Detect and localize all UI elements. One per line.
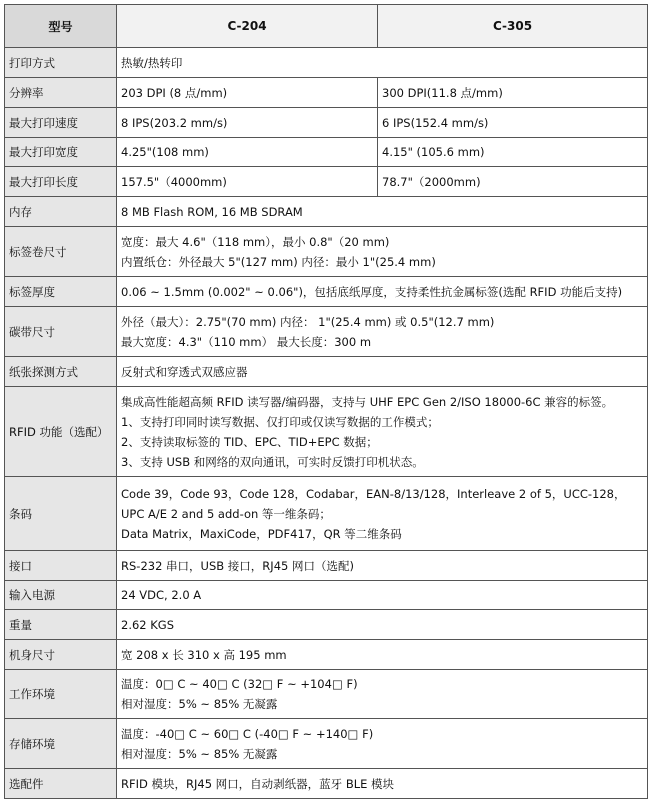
value-line: 宽 208 x 长 310 x 高 195 mm [121, 647, 287, 662]
value-line: 0.06 ~ 1.5mm (0.002" ~ 0.06")，包括底纸厚度，支持柔性抗金属标签(选配 RFID 功能后支持) [121, 284, 623, 299]
row-label: 工作环境 [5, 670, 117, 719]
table-row [5, 307, 648, 357]
row-value [117, 357, 648, 387]
table-row [5, 719, 648, 769]
row-label: 接口 [5, 551, 117, 581]
value-c305: 6 IPS(152.4 mm/s) [378, 108, 648, 138]
value-line: Code 39，Code 93，Code 128，Codabar，EAN-8/13/128，Interleave 2 of 5，UCC-128， [121, 486, 626, 501]
value-line: 反射式和穿透式双感应器 [121, 364, 248, 379]
row-label: 纸张探测方式 [5, 357, 117, 387]
value-line: 相对湿度：5% ~ 85% 无凝露 [121, 746, 278, 761]
value-c305: 4.15" (105.6 mm) [378, 138, 648, 167]
row-value [117, 719, 648, 769]
value-c204: 4.25"(108 mm) [117, 138, 378, 167]
value-c305: 300 DPI(11.8 点/mm) [378, 78, 648, 108]
table-row [5, 610, 648, 640]
value-line: 8 MB Flash ROM, 16 MB SDRAM [121, 204, 303, 219]
value-line: 内置纸仓：外径最大 5"(127 mm) 内径：最小 1"(25.4 mm) [121, 254, 436, 269]
row-value [117, 48, 648, 78]
row-label: 标签卷尺寸 [5, 227, 117, 277]
row-value [117, 769, 648, 799]
row-label: 存储环境 [5, 719, 117, 769]
header-model: C-204 [117, 5, 378, 48]
value-line: RFID 模块，RJ45 网口，自动剥纸器，蓝牙 BLE 模块 [121, 776, 395, 791]
table-row [5, 670, 648, 719]
row-label: 碳带尺寸 [5, 307, 117, 357]
value-line: 最大宽度：4.3"（110 mm） 最大长度：300 m [121, 334, 372, 349]
table-row [5, 48, 648, 78]
row-value [117, 277, 648, 307]
value-c204: 8 IPS(203.2 mm/s) [117, 108, 378, 138]
value-line: 24 VDC, 2.0 A [121, 588, 202, 602]
value-line: 相对湿度：5% ~ 85% 无凝露 [121, 697, 278, 711]
value-line: 3、支持 USB 和网络的双向通讯，可实时反馈打印机状态。 [121, 454, 424, 469]
header-row [5, 5, 648, 48]
table-row [5, 138, 648, 167]
table-row [5, 551, 648, 581]
row-label: 标签厚度 [5, 277, 117, 307]
table-row [5, 167, 648, 197]
value-line: Data Matrix，MaxiCode，PDF417，QR 等二维条码 [121, 526, 402, 541]
row-value [117, 307, 648, 357]
value-line: 2、支持读取标签的 TID、EPC、TID+EPC 数据； [121, 434, 378, 449]
value-line: 1、支持打印同时读写数据、仅打印或仅读写数据的工作模式； [121, 414, 439, 429]
value-line: 2.62 KGS [121, 617, 175, 632]
row-value [117, 581, 648, 610]
header-label: 型号 [5, 5, 117, 48]
row-value [117, 387, 648, 477]
row-label: 条码 [5, 477, 117, 551]
table-row [5, 640, 648, 670]
row-value [117, 670, 648, 719]
row-value [117, 551, 648, 581]
row-label: 最大打印速度 [5, 108, 117, 138]
table-row [5, 477, 648, 551]
row-label: 选配件 [5, 769, 117, 799]
value-line: 宽度：最大 4.6"（118 mm），最小 0.8"（20 mm) [121, 234, 390, 249]
row-label: 打印方式 [5, 48, 117, 78]
row-value [117, 610, 648, 640]
table-row [5, 78, 648, 108]
table-row [5, 357, 648, 387]
value-line: UPC A/E 2 and 5 add-on 等一维条码； [121, 506, 331, 521]
table-row [5, 227, 648, 277]
value-line: 温度：-40□ C ~ 60□ C (-40□ F ~ +140□ F) [121, 726, 374, 741]
row-value [117, 640, 648, 670]
row-value [117, 197, 648, 227]
table-row [5, 387, 648, 477]
table-row [5, 108, 648, 138]
spec-table [4, 4, 648, 799]
row-label: 分辨率 [5, 78, 117, 108]
value-line: 热敏/热转印 [121, 55, 183, 70]
value-c204: 157.5"（4000mm) [117, 167, 378, 197]
table-row [5, 277, 648, 307]
row-label: RFID 功能（选配） [5, 387, 117, 477]
row-label: 重量 [5, 610, 117, 640]
row-label: 最大打印宽度 [5, 138, 117, 167]
value-line: 温度：0□ C ~ 40□ C (32□ F ~ +104□ F) [121, 677, 358, 691]
value-c204: 203 DPI (8 点/mm) [117, 78, 378, 108]
table-row [5, 581, 648, 610]
header-model: C-305 [378, 5, 648, 48]
value-line: RS-232 串口，USB 接口，RJ45 网口（选配) [121, 558, 354, 573]
table-row [5, 769, 648, 799]
table-row [5, 197, 648, 227]
row-label: 输入电源 [5, 581, 117, 610]
row-label: 最大打印长度 [5, 167, 117, 197]
value-c305: 78.7"（2000mm) [378, 167, 648, 197]
row-label: 内存 [5, 197, 117, 227]
row-value [117, 477, 648, 551]
row-value [117, 227, 648, 277]
row-label: 机身尺寸 [5, 640, 117, 670]
value-line: 集成高性能超高频 RFID 读写器/编码器，支持与 UHF EPC Gen 2/ISO 18000-6C 兼容的标签。 [121, 394, 614, 409]
value-line: 外径（最大）：2.75"(70 mm) 内径： 1"(25.4 mm) 或 0.5"(12.7 mm) [121, 314, 495, 329]
